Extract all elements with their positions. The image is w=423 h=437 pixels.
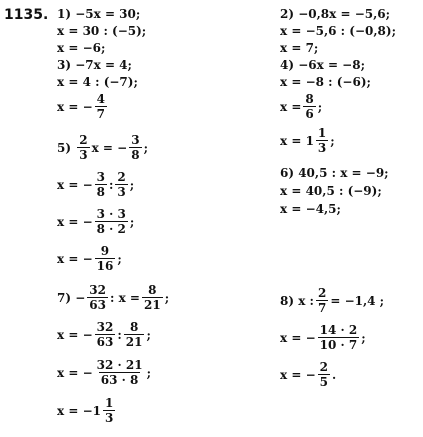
p5-step-1: x = − $\frac{3}{8}$ : $\frac{2}{3}$ ;	[57, 170, 135, 199]
p1-line-1: 1) −5x = 30;	[57, 7, 141, 21]
p7-step-2: x = − $\frac{32 \cdot 21}{63 \cdot 8}$ ;	[57, 358, 151, 387]
p1-line-2: x = 30 : (−5);	[57, 24, 147, 38]
p4-step-2: x = 1 $\frac{1}{3}$ ;	[280, 126, 335, 155]
p1-line-3: x = −6;	[57, 41, 106, 55]
p4-line-1: 4) −6x = −8;	[280, 58, 366, 72]
p2-line-1: 2) −0,8x = −5,6;	[280, 7, 391, 21]
p5-step-2: x = − $\frac{3 \cdot 3}{8 \cdot 2}$ ;	[57, 207, 135, 236]
p4-line-2: x = −8 : (−6);	[280, 75, 371, 89]
p6-line-2: x = 40,5 : (−9);	[280, 184, 382, 198]
p6-line-1: 6) 40,5 : x = −9;	[280, 166, 389, 180]
p4-step-1: x = $\frac{8}{6}$ ;	[280, 92, 323, 121]
p3-line-1: 3) −7x = 4;	[57, 58, 132, 72]
p3-answer: x = − $\frac{4}{7}$	[57, 92, 105, 121]
p7-equation: 7) − $\frac{32}{63}$ : x = $\frac{8}{21}$ ;	[57, 283, 170, 312]
p8-step-2: x = − $\frac{2}{5}$ .	[280, 360, 337, 389]
p8-equation: 8) x : $\frac{2}{7}$ = −1,4 ;	[280, 286, 385, 315]
p2-line-3: x = 7;	[280, 41, 319, 55]
p3-line-2: x = 4 : (−7);	[57, 75, 138, 89]
problem-number: 1135.	[4, 7, 49, 23]
p7-step-3: x = −1 $\frac{1}{3}$	[57, 396, 114, 425]
p7-step-1: x = − $\frac{32}{63}$ : $\frac{8}{21}$ ;	[57, 320, 151, 349]
p5-step-3: x = − $\frac{9}{16}$ ;	[57, 244, 122, 273]
p2-line-2: x = −5,6 : (−0,8);	[280, 24, 396, 38]
p5-equation: 5) $\frac{2}{3}$ x = − $\frac{3}{8}$ ;	[57, 133, 148, 162]
p8-step-1: x = − $\frac{14 \cdot 2}{10 \cdot 7}$ ;	[280, 323, 366, 352]
p6-line-3: x = −4,5;	[280, 202, 341, 216]
fraction: $\frac{4}{7}$	[96, 92, 105, 121]
